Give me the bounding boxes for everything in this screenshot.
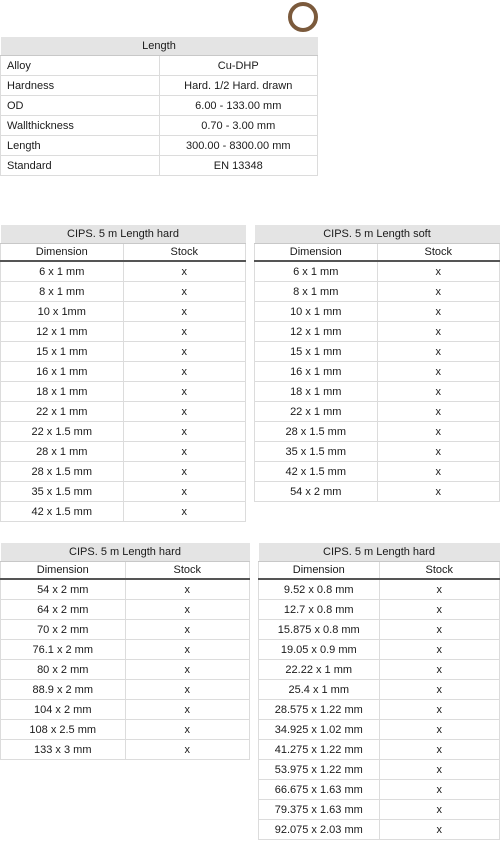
stock-table-title: CIPS. 5 m Length hard (259, 543, 500, 562)
dimension-cell: 10 x 1mm (1, 302, 124, 322)
dimension-cell: 15.875 x 0.8 mm (259, 620, 380, 640)
dimension-cell: 10 x 1 mm (255, 302, 378, 322)
stock-cell: x (379, 820, 500, 840)
dimension-cell: 88.9 x 2 mm (1, 680, 126, 700)
dimension-cell: 15 x 1 mm (1, 342, 124, 362)
dimension-cell: 104 x 2 mm (1, 700, 126, 720)
dimension-cell: 28 x 1.5 mm (255, 422, 378, 442)
column-header-stock: Stock (379, 562, 500, 580)
dimension-cell: 42 x 1.5 mm (255, 462, 378, 482)
table-row (255, 482, 500, 502)
stock-cell: x (125, 620, 250, 640)
stock-table-hard-imperial (258, 543, 500, 840)
stock-table-hard-small (0, 225, 246, 522)
spec-row-alloy (1, 56, 318, 76)
stock-cell: x (379, 800, 500, 820)
column-header-dimension: Dimension (1, 244, 124, 262)
dimension-cell: 64 x 2 mm (1, 600, 126, 620)
stock-cell: x (125, 700, 250, 720)
stock-cell: x (123, 282, 246, 302)
dimension-cell: 70 x 2 mm (1, 620, 126, 640)
table-row (1, 600, 250, 620)
column-header-dimension: Dimension (1, 562, 126, 580)
stock-cell: x (123, 322, 246, 342)
dimension-cell: 16 x 1 mm (1, 362, 124, 382)
stock-table-header-row (255, 244, 500, 262)
stock-cell: x (377, 382, 500, 402)
stock-table-caption-row (259, 543, 500, 562)
table-row (259, 600, 500, 620)
column-header-stock: Stock (125, 562, 250, 580)
dimension-cell: 12 x 1 mm (1, 322, 124, 342)
dimension-cell: 108 x 2.5 mm (1, 720, 126, 740)
spec-table (0, 37, 318, 176)
table-row (255, 362, 500, 382)
stock-cell: x (123, 442, 246, 462)
dimension-cell: 35 x 1.5 mm (1, 482, 124, 502)
stock-table-title: CIPS. 5 m Length soft (255, 225, 500, 244)
stock-cell: x (379, 579, 500, 600)
stock-cell: x (123, 362, 246, 382)
stock-cell: x (377, 482, 500, 502)
stock-cell: x (125, 600, 250, 620)
table-row (1, 261, 246, 282)
stock-cell: x (123, 302, 246, 322)
table-row (1, 579, 250, 600)
stock-cell: x (377, 282, 500, 302)
stock-cell: x (377, 402, 500, 422)
table-row (1, 442, 246, 462)
table-row (1, 402, 246, 422)
stock-cell: x (123, 402, 246, 422)
stock-cell: x (125, 740, 250, 760)
table-row (1, 720, 250, 740)
dimension-cell: 6 x 1 mm (255, 261, 378, 282)
dimension-cell: 12.7 x 0.8 mm (259, 600, 380, 620)
spec-value: 6.00 - 133.00 mm (159, 96, 318, 116)
table-row (1, 462, 246, 482)
dimension-cell: 54 x 2 mm (1, 579, 126, 600)
table-row (259, 620, 500, 640)
stock-cell: x (379, 660, 500, 680)
table-row (255, 442, 500, 462)
spec-row-standard (1, 156, 318, 176)
table-row (255, 462, 500, 482)
dimension-cell: 28 x 1.5 mm (1, 462, 124, 482)
spec-label: Length (1, 136, 160, 156)
spec-value: EN 13348 (159, 156, 318, 176)
column-header-stock: Stock (123, 244, 246, 262)
stock-cell: x (123, 422, 246, 442)
table-row (1, 342, 246, 362)
spec-label: Hardness (1, 76, 160, 96)
dimension-cell: 8 x 1 mm (1, 282, 124, 302)
table-row (259, 660, 500, 680)
stock-cell: x (125, 660, 250, 680)
stock-cell: x (377, 302, 500, 322)
table-row (1, 700, 250, 720)
table-row (1, 482, 246, 502)
stock-cell: x (377, 362, 500, 382)
stock-cell: x (123, 382, 246, 402)
table-row (259, 780, 500, 800)
spec-row-od (1, 96, 318, 116)
table-row (1, 640, 250, 660)
spec-value: 0.70 - 3.00 mm (159, 116, 318, 136)
table-row (259, 760, 500, 780)
stock-cell: x (379, 700, 500, 720)
table-row (1, 302, 246, 322)
dimension-cell: 25.4 x 1 mm (259, 680, 380, 700)
table-row (259, 720, 500, 740)
stock-cell: x (379, 780, 500, 800)
spec-title: Length (1, 37, 318, 56)
stock-cell: x (125, 680, 250, 700)
stock-cell: x (123, 342, 246, 362)
table-row (259, 820, 500, 840)
stock-cell: x (125, 720, 250, 740)
stock-cell: x (125, 640, 250, 660)
stock-cell: x (123, 462, 246, 482)
spec-value: Cu-DHP (159, 56, 318, 76)
table-row (259, 640, 500, 660)
stock-table-title: CIPS. 5 m Length hard (1, 225, 246, 244)
stock-cell: x (377, 261, 500, 282)
stock-cell: x (377, 342, 500, 362)
stock-cell: x (123, 482, 246, 502)
stock-cell: x (377, 422, 500, 442)
table-row (255, 342, 500, 362)
spec-row-hardness (1, 76, 318, 96)
table-row (1, 282, 246, 302)
dimension-cell: 66.675 x 1.63 mm (259, 780, 380, 800)
dimension-cell: 16 x 1 mm (255, 362, 378, 382)
stock-table-title: CIPS. 5 m Length hard (1, 543, 250, 562)
table-row (1, 382, 246, 402)
table-row (255, 302, 500, 322)
dimension-cell: 80 x 2 mm (1, 660, 126, 680)
stock-table-header-row (1, 244, 246, 262)
dimension-cell: 133 x 3 mm (1, 740, 126, 760)
stock-table-caption-row (1, 543, 250, 562)
spec-label: Standard (1, 156, 160, 176)
stock-table-caption-row (1, 225, 246, 244)
dimension-cell: 6 x 1 mm (1, 261, 124, 282)
table-row (255, 261, 500, 282)
dimension-cell: 15 x 1 mm (255, 342, 378, 362)
stock-table-header-row (259, 562, 500, 580)
spec-value: 300.00 - 8300.00 mm (159, 136, 318, 156)
table-row (1, 660, 250, 680)
dimension-cell: 12 x 1 mm (255, 322, 378, 342)
dimension-cell: 53.975 x 1.22 mm (259, 760, 380, 780)
spec-label: Wallthickness (1, 116, 160, 136)
column-header-dimension: Dimension (259, 562, 380, 580)
table-row (259, 740, 500, 760)
stock-cell: x (379, 680, 500, 700)
stock-cell: x (379, 760, 500, 780)
table-row (1, 740, 250, 760)
table-row (255, 282, 500, 302)
dimension-cell: 92.075 x 2.03 mm (259, 820, 380, 840)
spec-label: OD (1, 96, 160, 116)
stock-cell: x (377, 462, 500, 482)
spec-label: Alloy (1, 56, 160, 76)
dimension-cell: 22 x 1.5 mm (1, 422, 124, 442)
stock-cell: x (379, 620, 500, 640)
table-row (255, 402, 500, 422)
dimension-cell: 41.275 x 1.22 mm (259, 740, 380, 760)
table-row (255, 382, 500, 402)
dimension-cell: 9.52 x 0.8 mm (259, 579, 380, 600)
dimension-cell: 8 x 1 mm (255, 282, 378, 302)
table-row (1, 322, 246, 342)
spec-row-wallthickness (1, 116, 318, 136)
stock-table-hard-large (0, 543, 250, 760)
dimension-cell: 79.375 x 1.63 mm (259, 800, 380, 820)
stock-cell: x (123, 502, 246, 522)
spec-value: Hard. 1/2 Hard. drawn (159, 76, 318, 96)
table-row (1, 422, 246, 442)
dimension-cell: 35 x 1.5 mm (255, 442, 378, 462)
stock-cell: x (379, 600, 500, 620)
dimension-cell: 22 x 1 mm (255, 402, 378, 422)
dimension-cell: 19.05 x 0.9 mm (259, 640, 380, 660)
table-row (259, 800, 500, 820)
dimension-cell: 34.925 x 1.02 mm (259, 720, 380, 740)
stock-cell: x (377, 322, 500, 342)
table-row (1, 680, 250, 700)
dimension-cell: 28 x 1 mm (1, 442, 124, 462)
table-row (1, 502, 246, 522)
stock-cell: x (125, 579, 250, 600)
copper-ring-icon (288, 2, 318, 32)
spec-row-length (1, 136, 318, 156)
table-row (1, 620, 250, 640)
table-row (1, 362, 246, 382)
column-header-stock: Stock (377, 244, 500, 262)
stock-cell: x (379, 640, 500, 660)
dimension-cell: 76.1 x 2 mm (1, 640, 126, 660)
stock-cell: x (379, 720, 500, 740)
column-header-dimension: Dimension (255, 244, 378, 262)
stock-table-header-row (1, 562, 250, 580)
stock-cell: x (123, 261, 246, 282)
stock-cell: x (379, 740, 500, 760)
dimension-cell: 22 x 1 mm (1, 402, 124, 422)
table-row (259, 579, 500, 600)
table-row (259, 700, 500, 720)
stock-table-caption-row (255, 225, 500, 244)
spec-caption-row (1, 37, 318, 56)
dimension-cell: 28.575 x 1.22 mm (259, 700, 380, 720)
dimension-cell: 18 x 1 mm (1, 382, 124, 402)
table-row (255, 322, 500, 342)
stock-table-soft (254, 225, 500, 502)
dimension-cell: 18 x 1 mm (255, 382, 378, 402)
dimension-cell: 42 x 1.5 mm (1, 502, 124, 522)
dimension-cell: 22.22 x 1 mm (259, 660, 380, 680)
table-row (259, 680, 500, 700)
dimension-cell: 54 x 2 mm (255, 482, 378, 502)
table-row (255, 422, 500, 442)
stock-cell: x (377, 442, 500, 462)
